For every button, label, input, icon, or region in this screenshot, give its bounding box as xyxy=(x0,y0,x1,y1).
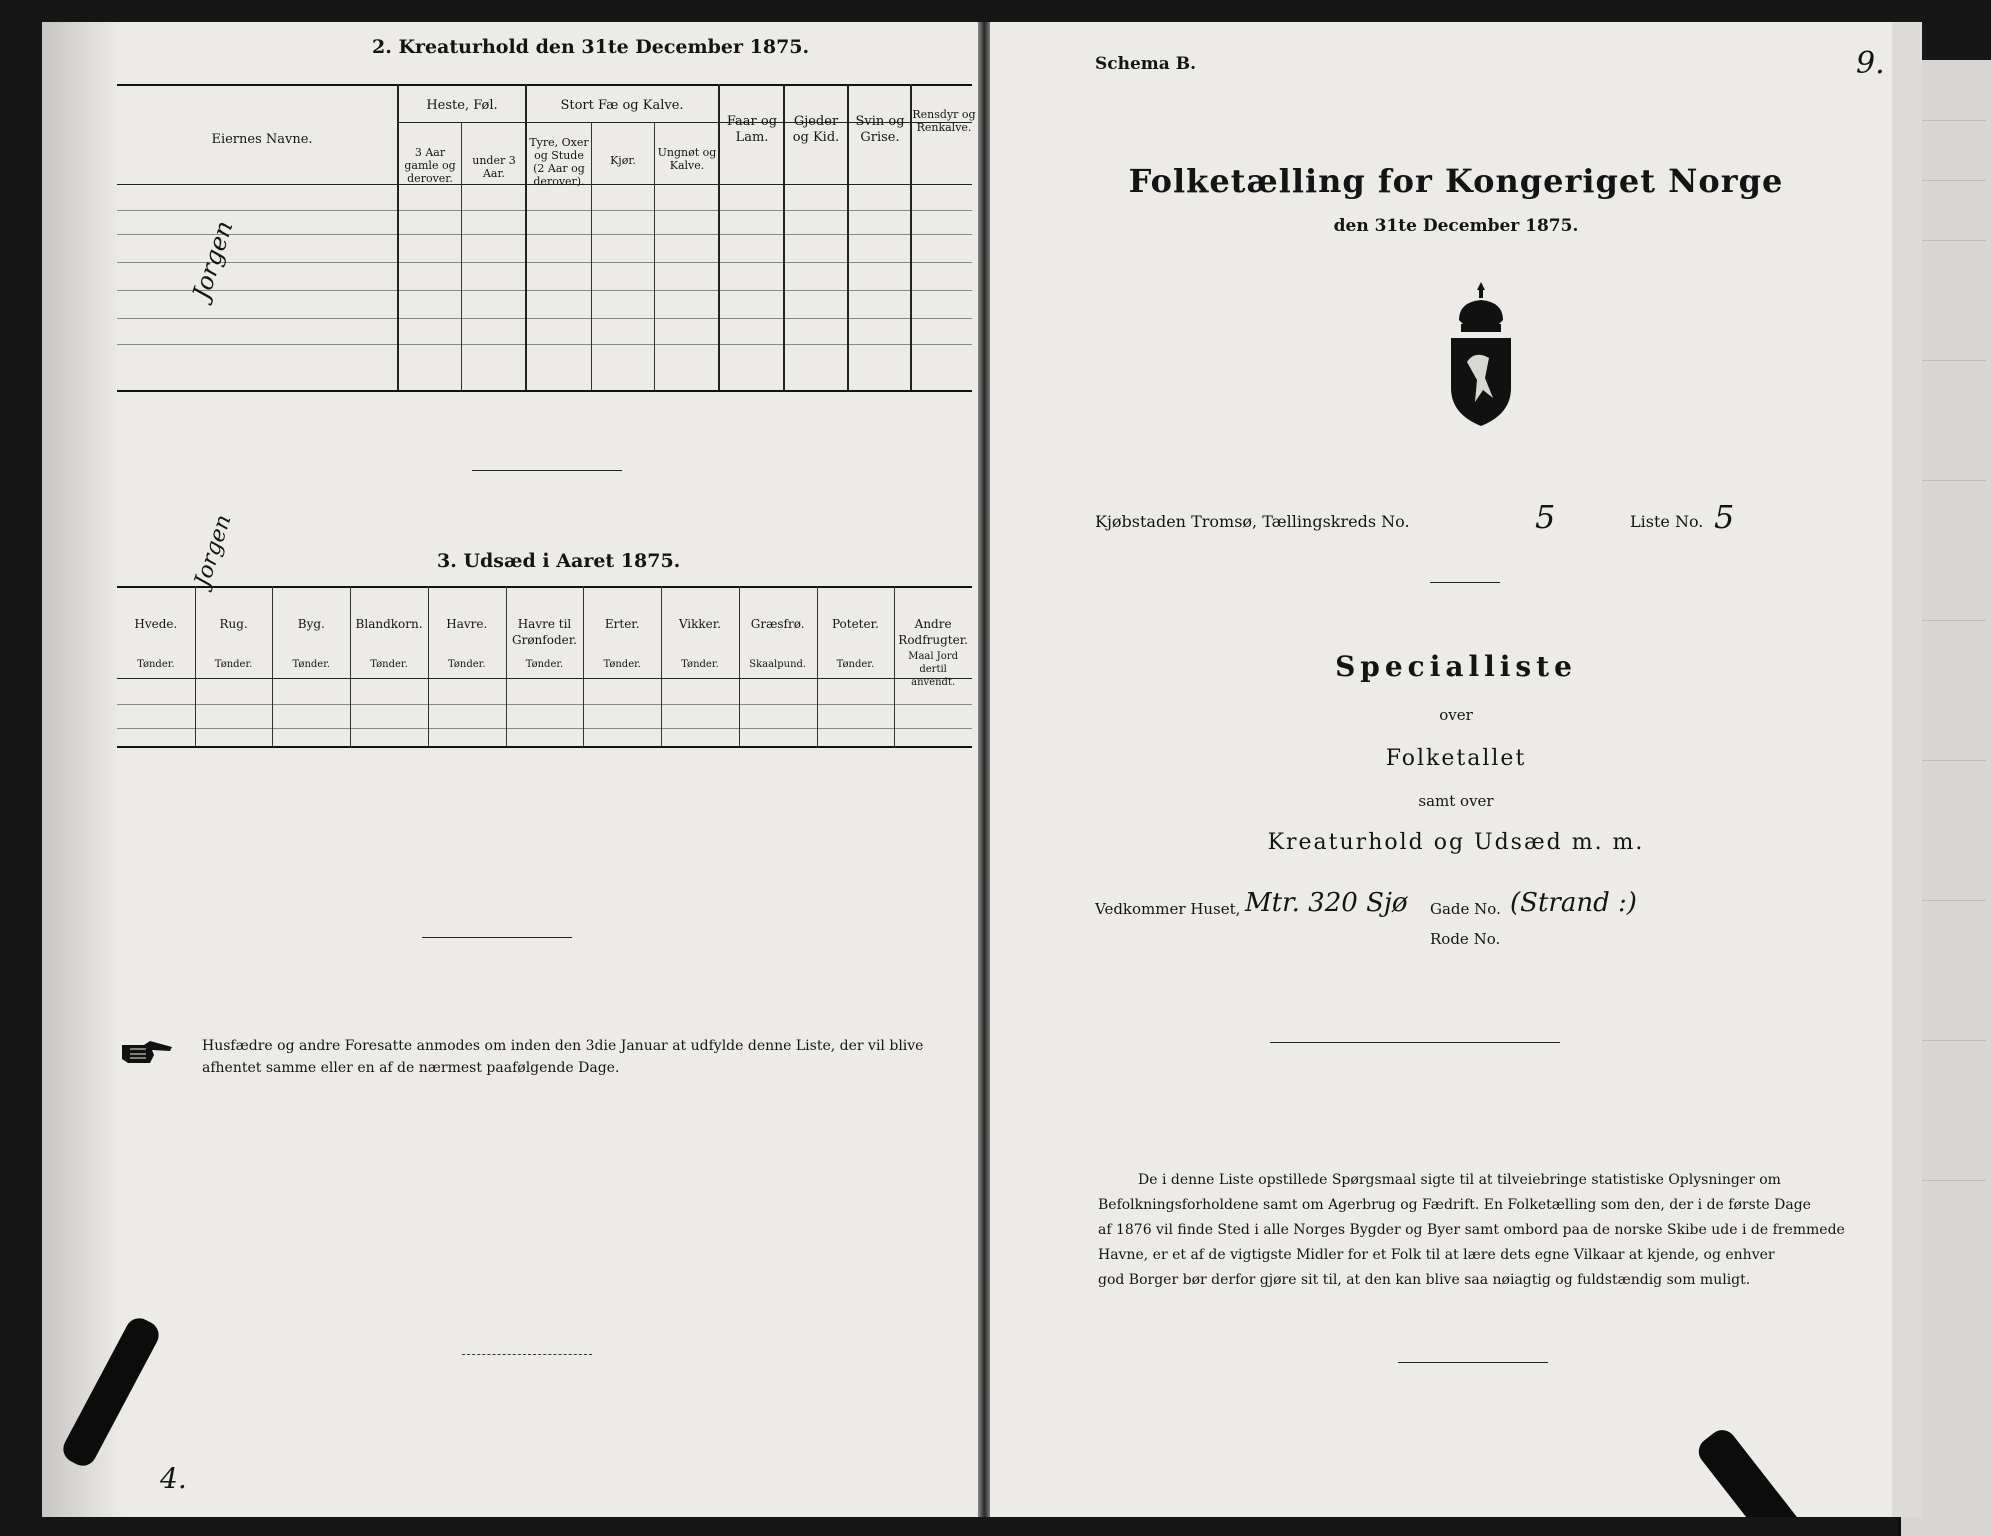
table3-col-rule xyxy=(506,586,507,746)
seed-col-unit: Tønder. xyxy=(370,659,408,670)
seed-col-unit: Maal Jord dertil anvendt. xyxy=(908,651,958,688)
goats-header: Gjeder og Kid. xyxy=(792,114,840,145)
main-title: Folketælling for Kongeriget Norge xyxy=(1128,162,1784,200)
kreds-number: 5 xyxy=(1535,498,1556,536)
gade-handwritten: (Strand :) xyxy=(1510,888,1637,918)
separator-rule xyxy=(462,1354,592,1355)
samt-over-label: samt over xyxy=(1418,792,1494,810)
table2-row-rule xyxy=(117,344,972,345)
horses-young-header: under 3 Aar. xyxy=(472,154,516,180)
cattle-header: Stort Fæ og Kalve. xyxy=(560,98,684,113)
schema-label: Schema B. xyxy=(1095,54,1197,74)
table3-row-rule xyxy=(117,728,972,729)
paragraph-line-1: De i denne Liste opstillede Spørgsmaal sigte til at tilveiebringe statistiske Oplysninger om xyxy=(1138,1172,1781,1188)
horses-header: Heste, Føl. xyxy=(426,98,498,113)
over-label: over xyxy=(1439,706,1473,724)
owner-name-header: Eiernes Navne. xyxy=(211,132,313,147)
gade-label: Gade No. xyxy=(1430,900,1501,918)
table2-col-rule xyxy=(397,84,399,390)
seed-col-unit: Tønder. xyxy=(681,659,719,670)
table3-col-rule xyxy=(894,586,895,746)
table3-col-rule xyxy=(739,586,740,746)
pigs-header: Svin og Grise. xyxy=(855,114,905,145)
page-edge-shadow xyxy=(42,22,122,1517)
bulls-header: Tyre, Oxer og Stude (2 Aar og derover). xyxy=(529,136,589,188)
seed-col-header: Erter. xyxy=(604,617,640,631)
seed-col-unit: Tønder. xyxy=(447,659,486,670)
seed-col-unit: Tønder. xyxy=(214,659,253,670)
table3-bottom-rule xyxy=(117,746,972,748)
table2-row-rule xyxy=(117,262,972,263)
seed-col-header: Andre Rodfrugter. xyxy=(898,617,968,647)
house-handwritten: Mtr. 320 Sjø xyxy=(1245,888,1408,918)
table3-col-rule xyxy=(428,586,429,746)
seed-col-header: Havre til Grønfoder. xyxy=(512,617,577,647)
paragraph-line-4: Havne, er et af de vigtigste Midler for et Folk til at lære dets egne Vilkaar at kjende, og enhver xyxy=(1098,1247,1775,1263)
section3-title: 3. Udsæd i Aaret 1875. xyxy=(437,550,681,572)
cows-header: Kjør. xyxy=(610,154,636,167)
seed-col-unit: Tønder. xyxy=(525,659,564,670)
separator-rule xyxy=(422,937,572,938)
page-number: 9. xyxy=(1856,46,1885,81)
separator-rule xyxy=(1270,1042,1560,1043)
seed-col-header: Rug. xyxy=(219,617,248,631)
table2-col-rule xyxy=(461,122,462,390)
list-title: Specialliste xyxy=(1335,650,1577,683)
folketallet-label: Folketallet xyxy=(1385,746,1527,771)
table3-col-rule xyxy=(350,586,351,746)
seed-col-header: Græsfrø. xyxy=(750,617,805,631)
table3-top-rule xyxy=(117,586,972,588)
owner-signature: Jorgen xyxy=(187,217,239,303)
seed-col-unit: Tønder. xyxy=(137,659,175,670)
liste-label: Liste No. xyxy=(1630,512,1704,531)
horses-old-header: 3 Aar gamle og derover. xyxy=(404,146,456,185)
table2-row-rule xyxy=(117,210,972,211)
subtitle: den 31te December 1875. xyxy=(1333,216,1579,236)
table2-col-rule xyxy=(718,84,720,390)
sheep-header: Faar og Lam. xyxy=(726,114,778,145)
vedkommer-label: Vedkommer Huset, xyxy=(1095,900,1241,918)
seed-col-header: Vikker. xyxy=(678,617,722,631)
left-page xyxy=(42,22,980,1517)
seed-col-unit: Skaalpund. xyxy=(749,659,807,670)
seed-col-unit: Tønder. xyxy=(292,659,331,670)
kreaturhold-label: Kreaturhold og Udsæd m. m. xyxy=(1267,830,1645,855)
book-spread xyxy=(42,22,1922,1517)
table2-bottom-rule xyxy=(117,390,972,392)
place-label: Kjøbstaden Tromsø, Tællingskreds No. xyxy=(1095,512,1410,531)
seed-col-unit: Tønder. xyxy=(603,659,641,670)
notice-line-2: afhentet samme eller en af de nærmest paafølgende Dage. xyxy=(202,1060,620,1076)
table3-header-rule xyxy=(117,678,972,679)
paragraph-line-3: af 1876 vil finde Sted i alle Norges Bygder og Byer samt ombord paa de norske Skibe ude i de fremmede xyxy=(1098,1222,1845,1238)
right-page xyxy=(990,22,1922,1517)
seed-col-header: Hvede. xyxy=(134,617,178,631)
seed-col-unit: Tønder. xyxy=(836,659,875,670)
seed-col-header: Blandkorn. xyxy=(355,617,423,631)
separator-rule xyxy=(472,470,622,471)
table2-row-rule xyxy=(117,234,972,235)
seed-col-header: Havre. xyxy=(446,617,488,631)
paragraph-line-5: god Borger bør derfor gjøre sit til, at den kan blive saa nøiagtig og fuldstændig som muligt. xyxy=(1098,1272,1751,1288)
table3-col-rule xyxy=(661,586,662,746)
table2-col-rule xyxy=(525,84,527,390)
reindeer-header: Rensdyr og Renkalve. xyxy=(912,108,976,134)
separator-rule xyxy=(1398,1362,1548,1363)
binding-clip-shadow xyxy=(1693,1425,1811,1517)
young-cattle-header: Ungnøt og Kalve. xyxy=(657,146,717,172)
table2-row-rule xyxy=(117,290,972,291)
seed-col-header: Byg. xyxy=(297,617,325,631)
liste-number: 5 xyxy=(1714,498,1735,536)
seed-col-header: Poteter. xyxy=(831,617,879,631)
coat-of-arms-icon xyxy=(1445,280,1517,430)
table2-top-rule xyxy=(117,84,972,86)
section2-title: 2. Kreaturhold den 31te December 1875. xyxy=(372,36,810,58)
table3-col-rule xyxy=(195,586,196,746)
separator-rule xyxy=(1430,582,1500,583)
table2-col-rule xyxy=(654,122,655,390)
table3-row-rule xyxy=(117,704,972,705)
table2-col-rule xyxy=(591,122,592,390)
paragraph-line-2: Befolkningsforholdene samt om Agerbrug og Fædrift. En Folketælling som den, der i de første Dage xyxy=(1098,1197,1811,1213)
rode-label: Rode No. xyxy=(1430,930,1501,948)
table3-col-rule xyxy=(583,586,584,746)
notice-line-1: Husfædre og andre Foresatte anmodes om inden den 3die Januar at udfylde denne Liste, der vil blive xyxy=(202,1038,924,1054)
table3-col-rule xyxy=(817,586,818,746)
table3-col-rule xyxy=(272,586,273,746)
corner-mark: 4. xyxy=(160,1462,187,1495)
pointing-hand-icon xyxy=(120,1037,174,1067)
table2-row-rule xyxy=(117,318,972,319)
owner-signature-2: Jorgen xyxy=(190,511,237,590)
